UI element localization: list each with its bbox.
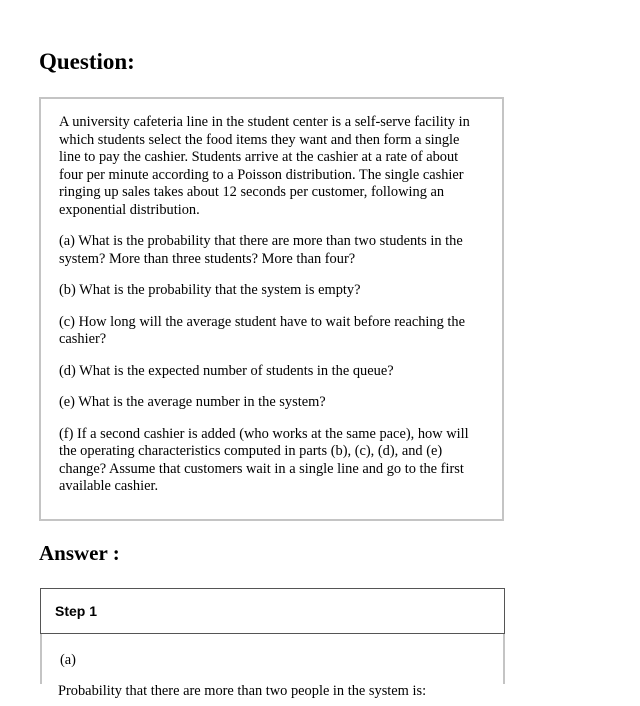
step-header[interactable]: [40, 588, 505, 634]
question-part-a: (a) What is the probability that there are more than two students in the system? More than three students? More than four?: [59, 233, 463, 267]
answer-heading: Answer :: [39, 541, 120, 565]
answer-first-line: Probability that there are more than two people in the system is:: [58, 683, 427, 699]
step-label: Step 1: [55, 603, 98, 619]
question-part-d: (d) What is the expected number of students in the queue?: [59, 362, 394, 379]
question-part-c: (c) How long will the average student have to wait before reaching the cashier?: [59, 313, 465, 347]
question-box: [39, 97, 504, 521]
question-intro: A university cafeteria line in the student center is a self-serve facility in which students select the food items they want and then form a single line to pay the cashier. Students arrive at the cashier at a rate of about four per minute according to a Poisson distribution. The single cashier ringing up sales takes about 12 seconds per customer, following an exponential distribution.: [59, 114, 470, 218]
question-heading: Question:: [39, 49, 135, 74]
question-part-b: (b) What is the probability that the system is empty?: [59, 282, 361, 298]
question-part-e: (e) What is the average number in the system?: [59, 394, 326, 410]
answer-part-label: (a): [60, 652, 76, 668]
question-part-f: (f) If a second cashier is added (who works at the same pace), how will the operating characteristics computed in parts (b), (c), (d), and (e) change? Assume that customers wait in a single line and go to the first available cashier.: [59, 425, 469, 494]
